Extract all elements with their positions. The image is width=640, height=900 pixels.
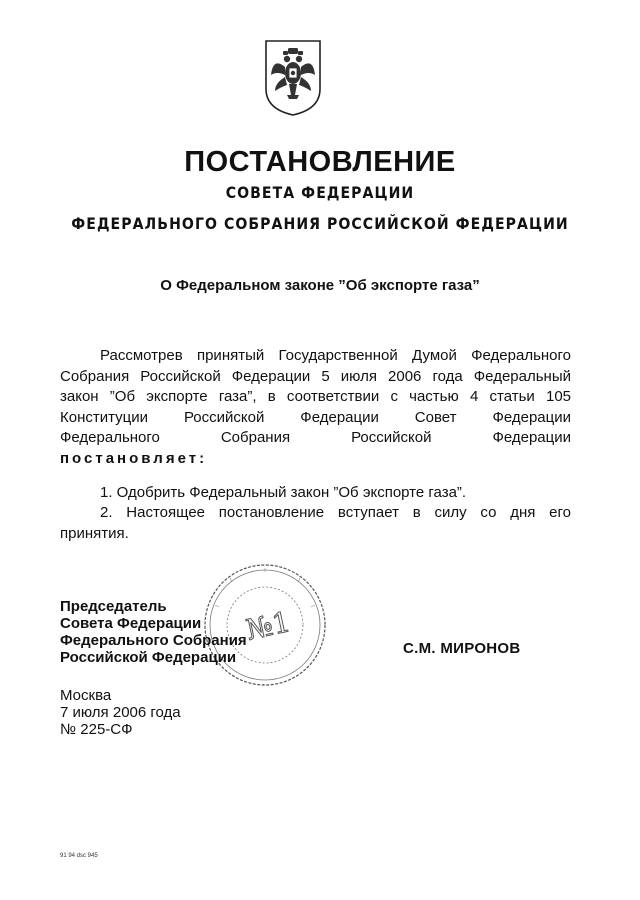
footer-code: 91 94 dsc 945 <box>60 853 98 859</box>
position-line: Российской Федерации <box>60 649 237 666</box>
stamp-number: №1 <box>243 605 294 647</box>
decree-word: постановляет: <box>60 449 208 467</box>
preamble-line: Конституции Российской Федерации Совет Федерации <box>60 408 571 426</box>
preamble-paragraph <box>60 346 571 469</box>
preamble-line: Собрания Российской Федерации 5 июля 2006 года Федеральный <box>60 367 571 385</box>
position-line: Совета Федерации <box>60 615 202 632</box>
document-number: № 225-СФ <box>60 721 133 738</box>
preamble-line: Рассмотрев принятый Государственной Думой Федерального <box>100 347 571 364</box>
coat-of-arms-icon <box>263 37 323 117</box>
resolution-item-2 <box>60 503 571 544</box>
document-title: ПОСТАНОВЛЕНИЕ <box>184 146 456 178</box>
issuing-body-line1: СОВЕТА ФЕДЕРАЦИИ <box>225 183 415 202</box>
item-text: 2. Настоящее постановление вступает в силу со дня его <box>100 504 571 521</box>
position-line: Председатель <box>60 598 167 615</box>
city: Москва <box>60 687 112 704</box>
date: 7 июля 2006 года <box>60 704 181 721</box>
decree-line <box>60 449 571 470</box>
resolution-item-1 <box>60 483 571 504</box>
signatory-position <box>60 598 247 666</box>
preamble-line: Федерального Собрания Российской Федерации <box>60 429 571 446</box>
preamble-line: закон ”Об экспорте газа”, в соответствии с частью 4 статьи 105 <box>60 388 571 405</box>
item-text: принятия. <box>60 524 129 542</box>
law-title: О Федеральном законе ”Об экспорте газа” <box>160 277 480 294</box>
item-text: 1. Одобрить Федеральный закон ”Об экспорте газа”. <box>100 484 467 501</box>
issuing-body-line2: ФЕДЕРАЛЬНОГО СОБРАНИЯ РОССИЙСКОЙ ФЕДЕРАЦИИ <box>71 214 569 233</box>
signatory-name: С.М. МИРОНОВ <box>403 640 521 657</box>
place-and-date <box>60 687 181 738</box>
position-line: Федерального Собрания <box>60 632 247 649</box>
